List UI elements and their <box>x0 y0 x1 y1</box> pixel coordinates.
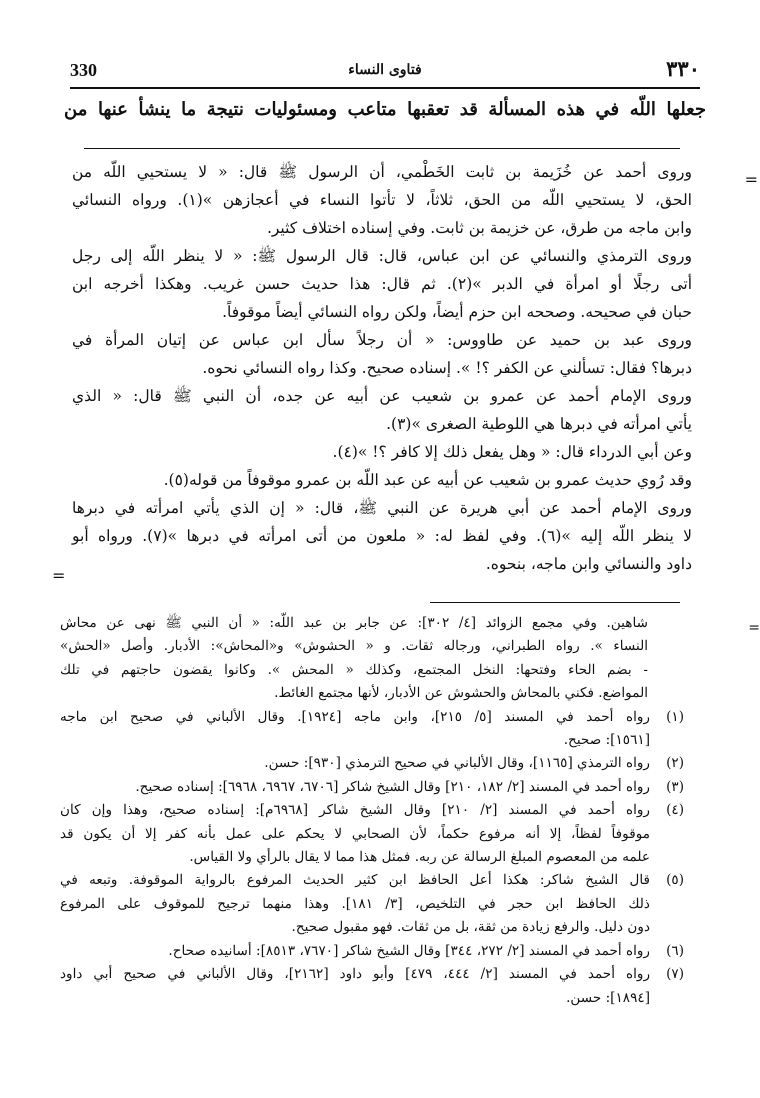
text-line: داود والنسائي وابن ماجه، بنحوه. <box>485 555 692 573</box>
footnote-line: [١٥٦١]: صحيح. <box>563 732 650 749</box>
text-line: لا ينظر اللّه إليه »(٦). وفي لفظ له: « ملعون من أتى امرأته في دبرها »(٧). ورواه أبو <box>72 527 692 545</box>
text-line: وروى الإمام أحمد عن أبي هريرة عن النبي ﷺ، قال: « إن الذي يأتي امرأته في دبرها <box>72 499 692 517</box>
footnote-number: (٥) <box>666 872 684 889</box>
footnote-line: قال الشيخ شاكر: هكذا أعل الحافظ ابن كثير الحديث المرفوع بالرواية الموقوفة. وتبعه في <box>60 872 650 889</box>
main-text <box>72 158 692 578</box>
footnote-number: (٢) <box>666 755 684 772</box>
text-line: وابن ماجه من طرق، عن خزيمة بن ثابت. وفي إسناده اختلاف كثير. <box>266 219 692 237</box>
footnote-line: رواه أحمد في المسند [٢/ ٢١٠] وقال الشيخ شاكر [٦٩٦٨م]: إسناده صحيح، وهذا وإن كان <box>60 802 650 819</box>
text-line: أتى رجلًا أو امرأة في الدبر »(٢). ثم قال: هذا حديث حسن غريب. وهكذا أخرجه ابن <box>72 275 692 293</box>
text-line: وروى أحمد عن خُزَيمة بن ثابت الخَطْمي، أن الرسول ﷺ قال: « لا يستحيي اللّه من <box>72 163 692 181</box>
text-line: دبرها؟ فقال: تسألني عن الكفر ؟! ». إسناده صحيح. وكذا رواه النسائي نحوه. <box>202 359 692 377</box>
footnote <box>60 869 684 939</box>
footnote-continuation-mark: = <box>748 620 760 636</box>
footnote-line: دون دليل. والرفع زيادة من ثقة، بل من ثقات. فهو مقبول صحيح. <box>291 919 650 936</box>
text-line: الحق، لا يستحيي اللّه من الحق، ثلاثاً، لا تأتوا النساء في أعجازهن »(١). ورواه النسائي <box>72 191 692 209</box>
end-continuation-mark: = <box>52 566 66 585</box>
footnote-line: المواضع. فكني بالمحاش والحشوش عن الأدبار، لأنها مجتمع الغائط. <box>274 685 648 702</box>
footnote-line: رواه أحمد في المسند [٢/ ١٨٢، ٢١٠] وقال الشيخ شاكر [٦٧٠٦، ٦٩٦٧، ٦٩٦٨]: إسناده صحيح. <box>135 778 650 795</box>
footnote-line: علمه من المعصوم المبلغ الرسالة عن ربه. فمثل هذا مما لا يقال بالرأي ولا القياس. <box>189 849 650 866</box>
footnote <box>60 799 684 869</box>
footnote-continuation <box>60 612 684 706</box>
footnote-number: (٤) <box>666 802 684 819</box>
lead-line: جعلها اللّه في هذه المسألة قد تعقبها متاعب ومسئوليات نتيجة ما ينشأ عنها من <box>64 99 706 120</box>
page-number-arabic: ٣٣٠ <box>666 56 700 81</box>
footnote-line: رواه أحمد في المسند [٢/ ٢٧٢، ٣٤٤] وقال الشيخ شاكر [٧٦٧٠، ٨٥١٣]: أسانيده صحاح. <box>168 942 650 959</box>
text-line: وقد رُوي حديث عمرو بن شعيب عن أبيه عن عبد اللّه بن عمرو موقوفاً من قوله(٥). <box>163 471 692 489</box>
footnote-line: شاهين. وفي مجمع الزوائد [٤/ ٣٠٢]: عن جابر بن عبد اللّه: « أن النبي ﷺ نهى عن محاش <box>60 615 648 631</box>
footnote-number: (١) <box>666 708 684 725</box>
footnote <box>60 776 684 799</box>
text-line: حبان في صحيحه. وصححه ابن حزم أيضاً، ولكن رواه النسائي أيضاً موقوفاً. <box>222 303 692 321</box>
footnote-line: ذلك الحافظ ابن حجر في التلخيص، [٣/ ١٨١]. وهذا منهما ترجيح للموقوف على المرفوع <box>60 895 650 912</box>
footnote-line: رواه أحمد في المسند [٢/ ٤٤٤، ٤٧٩] وأبو داود [٢١٦٢]، وقال الألباني في صحيح أبي داود <box>60 966 651 983</box>
footnote <box>60 752 684 775</box>
text-line: يأتي امرأته في دبرها هي اللوطية الصغرى »(٣). <box>386 415 692 433</box>
footnote-line: موقوفاً لفظاً، إلا أنه مرفوع حكماً، لأن الصحابي لا يحكم على عمل بأنه كفر إلا أن يكون قد <box>60 825 650 842</box>
footnotes <box>60 612 684 1010</box>
continuation-mark: = <box>744 170 758 189</box>
footnote-number: (٧) <box>666 966 684 983</box>
page-number-latin: 330 <box>70 60 97 80</box>
footnote <box>60 706 684 753</box>
footnote-line: النساء ». رواه الطبراني، ورجاله ثقات. و « الحشوش» و«المحاش»: الأدبار. وأصل «الحش» <box>60 638 648 655</box>
text-line: وروى عبد بن حميد عن طاووس: « أن رجلاً سأل ابن عباس عن إتيان المرأة في <box>72 331 692 349</box>
footnote-line: [١٨٩٤]: حسن. <box>566 989 650 1006</box>
footnote-line: رواه أحمد في المسند [٥/ ٢١٥]، وابن ماجه [١٩٢٤]. وقال الألباني في صحيح ابن ماجه <box>60 708 650 725</box>
text-line: وروى الترمذي والنسائي عن ابن عباس، قال: قال الرسول ﷺ: « لا ينظر اللّه إلى رجل <box>72 247 692 265</box>
page-header <box>70 56 700 90</box>
footnote <box>60 963 684 1010</box>
running-title: فتاوى النساء <box>348 62 422 78</box>
header-rule <box>70 87 700 89</box>
footnote-line: - بضم الحاء وفتحها: النخل المجتمع، وكذلك « المحش ». وكانوا يقضون حاجتهم في تلك <box>60 661 648 678</box>
footnote-separator <box>430 602 680 603</box>
footnote-line: رواه الترمذي [١١٦٥]، وقال الألباني في صحيح الترمذي [٩٣٠]: حسن. <box>264 755 650 772</box>
footnote <box>60 940 684 963</box>
footnote-number: (٣) <box>666 778 684 795</box>
text-line: وروى الإمام أحمد عن عمرو بن شعيب عن أبيه عن جده، أن النبي ﷺ قال: « الذي <box>72 387 692 405</box>
text-line: وعن أبي الدرداء قال: « وهل يفعل ذلك إلا كافر ؟! »(٤). <box>332 443 692 461</box>
footnote-number: (٦) <box>666 942 684 959</box>
section-divider <box>84 148 680 149</box>
